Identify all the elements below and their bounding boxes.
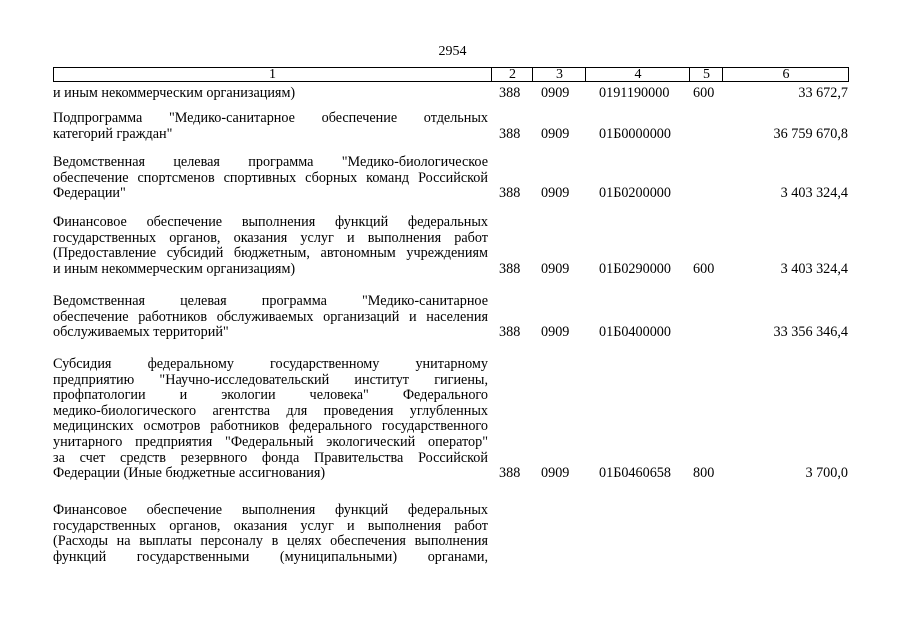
description-line: функций государственными (муниципальными) органами, [53, 548, 488, 565]
ministry-code: 388 [499, 324, 521, 341]
description-line: (Расходы на выплаты персоналу в целях обеспечения выполнения [53, 533, 488, 550]
description-line: за счет средств резервного фонда Правительства Российской [53, 449, 488, 466]
amount: 33 672,7 [798, 85, 848, 101]
row-description [53, 357, 488, 482]
description-line: предприятию "Научно-исследовательский институт гигиены, [53, 371, 488, 388]
header-col-4: 4 [585, 68, 690, 81]
header-col-1: 1 [269, 67, 276, 82]
row-description [53, 155, 488, 202]
expense-type-code: 600 [693, 260, 715, 277]
description-line: унитарного предприятия "Федеральный экологический оператор" [53, 433, 488, 450]
section-code: 0909 [541, 324, 570, 341]
section-code: 0909 [541, 125, 570, 142]
target-code: 01Б0400000 [599, 324, 671, 341]
description-line: медицинских осмотров работников федерального государственного [53, 418, 488, 435]
target-code: 01Б0200000 [599, 185, 671, 202]
target-code: 01Б0290000 [599, 260, 671, 277]
row-description [53, 503, 488, 565]
header-col-6: 6 [722, 68, 849, 81]
row-description [53, 215, 488, 277]
description-line: медико-биологического агентства для проведения углубленных [53, 402, 488, 419]
row-description [53, 294, 488, 341]
expense-type-code: 600 [693, 85, 715, 101]
description-line: Финансовое обеспечение выполнения функций федеральных [53, 502, 488, 518]
target-code: 0191190000 [599, 85, 670, 101]
table-row [53, 357, 849, 482]
ministry-code: 388 [499, 465, 521, 482]
target-code: 01Б0460658 [599, 465, 671, 482]
table-row [53, 111, 849, 142]
description-line: (Предоставление субсидий бюджетным, автономным учреждениям [53, 245, 488, 262]
description-line: категорий граждан" [53, 125, 173, 142]
table-header [53, 67, 849, 82]
description-line: Субсидия федеральному государственному унитарному [53, 356, 488, 372]
section-code: 0909 [541, 185, 570, 202]
ministry-code: 388 [499, 85, 521, 101]
table-row [53, 155, 849, 202]
description-line: профпатологии и экологии человека" Федерального [53, 387, 488, 404]
table-row [53, 215, 849, 277]
description-line: обслуживаемых территорий" [53, 324, 229, 341]
table-row [53, 86, 849, 102]
section-code: 0909 [541, 260, 570, 277]
table-row [53, 294, 849, 341]
amount: 3 700,0 [805, 465, 848, 482]
description-line: Финансовое обеспечение выполнения функций федеральных [53, 214, 488, 230]
description-line: Ведомственная целевая программа "Медико-санитарное [53, 293, 488, 309]
amount: 36 759 670,8 [773, 125, 848, 142]
amount: 3 403 324,4 [780, 260, 848, 277]
header-col-2: 2 [491, 68, 533, 81]
page-number: 2954 [438, 44, 467, 59]
amount: 33 356 346,4 [773, 324, 848, 341]
section-code: 0909 [541, 465, 570, 482]
row-description [53, 86, 488, 102]
description-line: Федерации (Иные бюджетные ассигнования) [53, 465, 326, 482]
header-col-5: 5 [689, 68, 723, 81]
amount: 3 403 324,4 [780, 185, 848, 202]
target-code: 01Б0000000 [599, 125, 671, 142]
description-line: Федерации" [53, 185, 126, 202]
description-line: государственных органов, оказания услуг и выполнения работ [53, 517, 488, 534]
description-line: и иным некоммерческим организациям) [53, 260, 296, 277]
ministry-code: 388 [499, 185, 521, 202]
row-description [53, 111, 488, 142]
description-line: обеспечение работников обслуживаемых организаций и населения [53, 308, 488, 325]
ministry-code: 388 [499, 125, 521, 142]
description-line: обеспечение спортсменов спортивных сборных команд Российской [53, 169, 488, 186]
section-code: 0909 [541, 85, 570, 101]
description-line: и иным некоммерческим организациям) [53, 85, 296, 101]
description-line: Подпрограмма "Медико-санитарное обеспечение отдельных [53, 110, 488, 126]
ministry-code: 388 [499, 260, 521, 277]
description-line: Ведомственная целевая программа "Медико-биологическое [53, 154, 488, 170]
header-col-3: 3 [532, 68, 586, 81]
description-line: государственных органов, оказания услуг и выполнения работ [53, 229, 488, 246]
expense-type-code: 800 [693, 465, 715, 482]
table-row [53, 503, 849, 565]
